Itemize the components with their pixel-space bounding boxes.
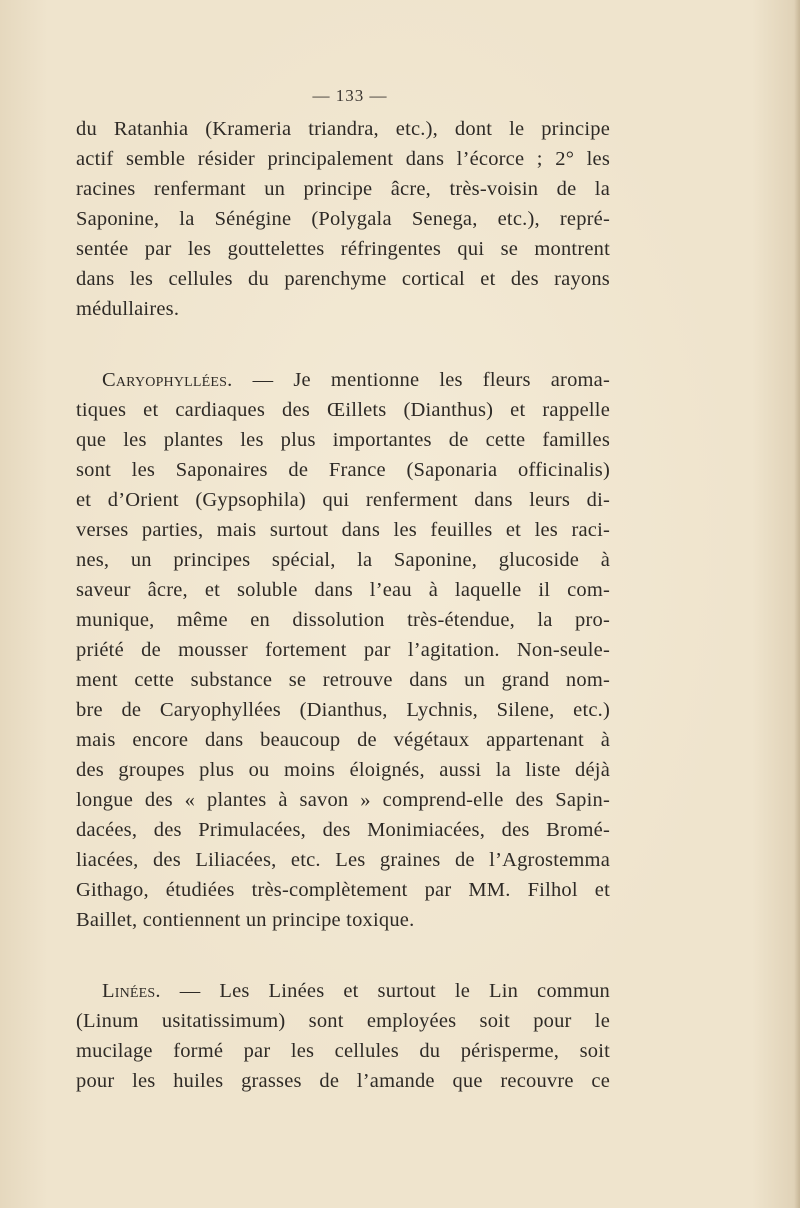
paragraph-linees bbox=[76, 976, 610, 1096]
paragraph-gap bbox=[76, 966, 610, 976]
text-line: ment cette substance se retrouve dans un grand nom- bbox=[76, 669, 610, 691]
text-line: Githago, étudiées très-complètement par MM. Filhol et bbox=[76, 879, 610, 901]
text-line: pour les huiles grasses de l’amande que recouvre ce bbox=[76, 1070, 610, 1092]
text-line: nes, un principes spécial, la Saponine, glucoside à bbox=[76, 549, 610, 571]
paragraph-gap bbox=[76, 324, 610, 355]
text-line: Saponine, la Sénégine (Polygala Senega, etc.), repré- bbox=[76, 208, 610, 230]
section-heading-linees: Linées. bbox=[102, 980, 161, 1002]
text-line: verses parties, mais surtout dans les feuilles et les raci- bbox=[76, 519, 610, 541]
text-line: du Ratanhia (Krameria triandra, etc.), dont le principe bbox=[76, 118, 610, 140]
text-line: mais encore dans beaucoup de végétaux appartenant à bbox=[76, 729, 610, 751]
paragraph-gap bbox=[76, 355, 610, 365]
text-line: munique, même en dissolution très-étendue, la pro- bbox=[76, 609, 610, 631]
text-line: racines renfermant un principe âcre, très-voisin de la bbox=[76, 178, 610, 200]
text-line: priété de mousser fortement par l’agitation. Non-seule- bbox=[76, 639, 610, 661]
text-line: mucilage formé par les cellules du périsperme, soit bbox=[76, 1040, 610, 1062]
text-line: que les plantes les plus importantes de cette familles bbox=[76, 429, 610, 451]
text-line: des groupes plus ou moins éloignés, aussi la liste déjà bbox=[76, 759, 610, 781]
section-heading-caryophyllees: Caryophyllées. bbox=[102, 369, 233, 391]
text-line: médullaires. bbox=[76, 298, 180, 320]
text-line bbox=[76, 976, 610, 1006]
text-line: bre de Caryophyllées (Dianthus, Lychnis, Silene, etc.) bbox=[76, 699, 610, 721]
text-line: liacées, des Liliacées, etc. Les graines de l’Agrostemma bbox=[76, 849, 610, 871]
text-line: (Linum usitatissimum) sont employées soit pour le bbox=[76, 1010, 610, 1032]
body-text bbox=[76, 114, 610, 1096]
text-line: et d’Orient (Gypsophila) qui renferment dans leurs di- bbox=[76, 489, 610, 511]
text-line: longue des « plantes à savon » comprend-elle des Sapin- bbox=[76, 789, 610, 811]
text-line: dans les cellules du parenchyme cortical et des rayons bbox=[76, 268, 610, 290]
text-line: sont les Saponaires de France (Saponaria officinalis) bbox=[76, 459, 610, 481]
text-line: actif semble résider principalement dans l’écorce ; 2° les bbox=[76, 148, 610, 170]
text-line: sentée par les gouttelettes réfringentes qui se montrent bbox=[76, 238, 610, 260]
text-line: tiques et cardiaques des Œillets (Dianthus) et rappelle bbox=[76, 399, 610, 421]
paragraph-ratanhia bbox=[76, 114, 610, 324]
text-line: Baillet, contiennent un principe toxique. bbox=[76, 909, 415, 931]
text-line: saveur âcre, et soluble dans l’eau à laquelle il com- bbox=[76, 579, 610, 601]
text-line: dacées, des Primulacées, des Monimiacées, des Bromé- bbox=[76, 819, 610, 841]
paragraph-caryophyllees bbox=[76, 365, 610, 935]
page-edge bbox=[794, 0, 800, 1208]
text-line-rest: — Les Linées et surtout le Lin commun bbox=[179, 980, 611, 1002]
paragraph-gap bbox=[76, 935, 610, 966]
page-number: — 133 — bbox=[312, 86, 388, 105]
text-line bbox=[76, 365, 610, 395]
text-line-rest: — Je mentionne les fleurs aroma- bbox=[252, 369, 611, 391]
